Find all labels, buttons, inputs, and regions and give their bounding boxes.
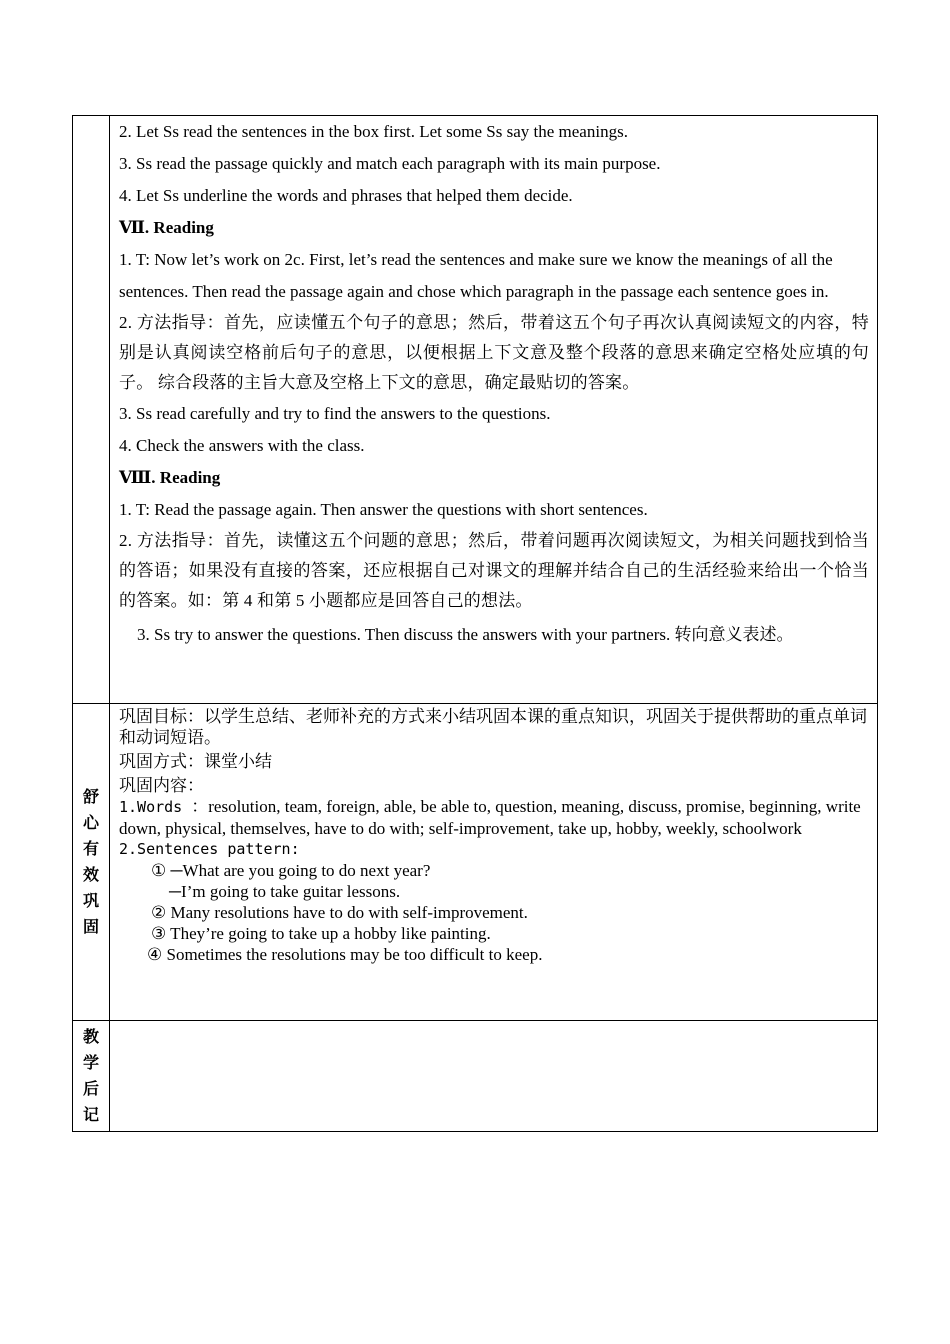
lesson-plan-table <box>72 115 878 1132</box>
step-line: 3. Ss read carefully and try to find the answers to the questions. <box>119 404 551 423</box>
section-heading-reading-8: Ⅷ. Reading <box>119 468 221 487</box>
consolidation-label-cell <box>73 704 110 1021</box>
sentence-item: ② Many resolutions have to do with self-improvement. <box>151 903 528 922</box>
procedure-label-cell <box>73 116 110 704</box>
procedure-row <box>73 116 878 704</box>
consolidation-content: 巩固内容： <box>119 776 204 795</box>
section-heading-reading-7: Ⅶ. Reading <box>119 218 214 237</box>
consolidation-goal: 巩固目标：以学生总结、老师补充的方式来小结巩固本课的重点知识，巩固关于提供帮助的重点单词和动词短语。 <box>119 707 867 747</box>
procedure-content-cell <box>110 116 878 704</box>
sentence-item: ① ─What are you going to do next year? <box>151 861 431 880</box>
words-label: 1.Words <box>119 798 192 816</box>
reflection-label-cell <box>73 1021 110 1132</box>
words-list <box>119 796 869 839</box>
reflection-content-cell <box>110 1021 878 1132</box>
step-line: 4. Let Ss underline the words and phrases that helped them decide. <box>119 186 573 205</box>
teacher-instruction: 1. T: Read the passage again. Then answer the questions with short sentences. <box>119 500 648 519</box>
step-line: 2. Let Ss read the sentences in the box first. Let some Ss say the meanings. <box>119 122 628 141</box>
consolidation-content-cell <box>110 704 878 1021</box>
step-line: 4. Check the answers with the class. <box>119 436 365 455</box>
words-text: ：resolution, team, foreign, able, be able to, question, meaning, discuss, promise, beginning, write down, physical, themselves, have to do with; self-improvement, take up, hobby, weekly, schoolwork <box>119 797 861 838</box>
sentence-item: ─I’m going to take guitar lessons. <box>169 882 401 901</box>
sentence-item: ③ They’re going to take up a hobby like painting. <box>151 924 491 943</box>
step-line: 3. Ss try to answer the questions. Then discuss the answers with your partners. 转向意义表述。 <box>137 625 794 644</box>
step-line: 3. Ss read the passage quickly and match each paragraph with its main purpose. <box>119 154 661 173</box>
method-guide: 2. 方法指导：首先，读懂这五个问题的意思；然后，带着问题再次阅读短文，为相关问题找到恰当的答语；如果没有直接的答案，还应根据自己对课文的理解并结合自己的生活经验来给出一个恰当的答案。如：第 4 和第 5 小题都应是回答自己的想法。 <box>119 531 869 610</box>
consolidation-label: 舒心有效巩固 <box>82 787 99 936</box>
reflection-label: 教学后记 <box>82 1027 99 1124</box>
consolidation-row <box>73 704 878 1021</box>
teacher-instruction: 1. T: Now let’s work on 2c. First, let’s read the sentences and make sure we know the meanings of all the sentences. Then read the passage again and chose which paragraph in the passage each sentence goes in. <box>119 250 833 301</box>
method-guide: 2. 方法指导：首先，应读懂五个句子的意思；然后，带着这五个句子再次认真阅读短文的内容，特别是认真阅读空格前后句子的意思，以便根据上下文意及整个段落的意思来确定空格处应填的句子。 综合段落的主旨大意及空格上下文的意思，确定最贴切的答案。 <box>119 313 869 392</box>
consolidation-method: 巩固方式：课堂小结 <box>119 752 272 771</box>
reflection-row <box>73 1021 878 1132</box>
sentences-label: 2.Sentences pattern: <box>119 840 300 858</box>
sentence-item: ④ Sometimes the resolutions may be too difficult to keep. <box>147 945 543 964</box>
